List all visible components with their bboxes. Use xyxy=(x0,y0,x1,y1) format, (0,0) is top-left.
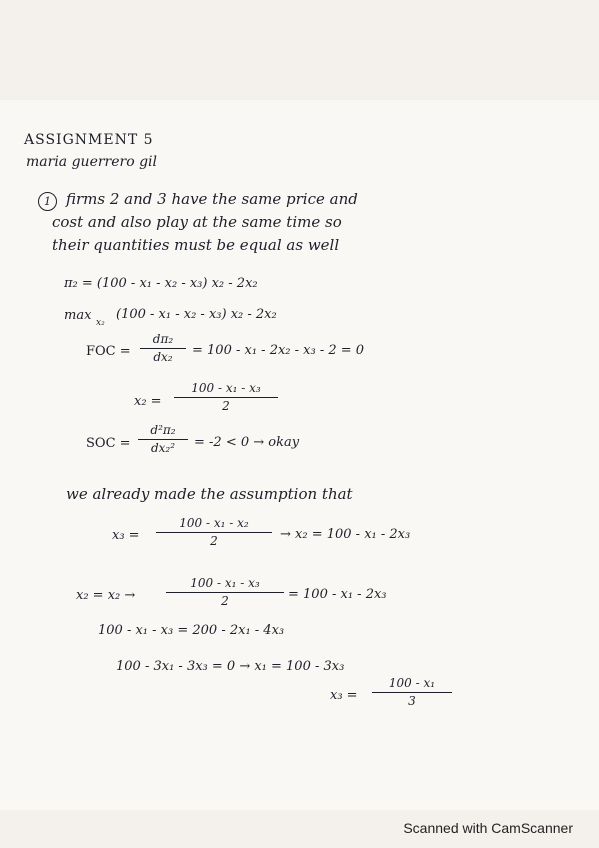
substitution-fraction-bar xyxy=(166,592,284,593)
x3-rhs: → x₂ = 100 - x₁ - 2x₃ xyxy=(280,527,411,542)
foc-denominator: dx₂ xyxy=(153,350,173,364)
substitution-rhs: = 100 - x₁ - 2x₃ xyxy=(288,587,387,602)
x3-numerator: 100 - x₁ - x₂ xyxy=(179,516,249,530)
x2-denominator: 2 xyxy=(222,399,230,413)
soc-rhs: = -2 < 0 → okay xyxy=(194,435,300,450)
soc-denominator: dx₂² xyxy=(150,441,176,455)
x3-fraction-bar xyxy=(156,532,272,533)
x2-numerator: 100 - x₁ - x₃ xyxy=(191,381,261,395)
final-fraction xyxy=(372,676,452,708)
soc-label: SOC = xyxy=(86,436,131,451)
max-subscript: x₂ xyxy=(96,318,105,328)
max-label: max xyxy=(64,308,92,323)
author-name: maria guerrero gil xyxy=(26,154,158,170)
soc-fraction xyxy=(138,423,188,455)
foc-fraction xyxy=(140,332,186,364)
soc-numerator: d²π₂ xyxy=(150,423,176,437)
assumption-text: we already made the assumption that xyxy=(66,485,353,503)
max-expression: (100 - x₁ - x₂ - x₃) x₂ - 2x₂ xyxy=(116,307,277,322)
question-number: 1 xyxy=(38,192,57,211)
x2-fraction xyxy=(174,381,278,413)
substitution-numerator: 100 - x₁ - x₃ xyxy=(190,576,260,590)
question-line-1: firms 2 and 3 have the same price and xyxy=(66,190,358,208)
substitution-fraction xyxy=(166,576,284,608)
foc-fraction-bar xyxy=(140,348,186,349)
x3-denominator: 2 xyxy=(210,534,218,548)
camscanner-watermark: Scanned with CamScanner xyxy=(403,820,573,836)
foc-label: FOC = xyxy=(86,344,131,359)
x2-fraction-bar xyxy=(174,397,278,398)
question-line-2: cost and also play at the same time so xyxy=(52,213,342,231)
x3-lhs: x₃ = xyxy=(112,528,140,543)
substitution-denominator: 2 xyxy=(221,594,229,608)
final-denominator: 3 xyxy=(408,694,416,708)
question-line-3: their quantities must be equal as well xyxy=(52,236,340,254)
soc-fraction-bar xyxy=(138,439,188,440)
substitution-lhs: x₂ = x₂ → xyxy=(76,588,136,603)
assignment-title: ASSIGNMENT 5 xyxy=(24,132,154,148)
final-fraction-bar xyxy=(372,692,452,693)
step-1-equation: 100 - x₁ - x₃ = 200 - 2x₁ - 4x₃ xyxy=(98,623,285,638)
step-2-equation: 100 - 3x₁ - 3x₃ = 0 → x₁ = 100 - 3x₃ xyxy=(116,659,345,674)
profit-equation: π₂ = (100 - x₁ - x₂ - x₃) x₂ - 2x₂ xyxy=(64,276,258,291)
final-numerator: 100 - x₁ xyxy=(388,676,436,690)
x2-lhs: x₂ = xyxy=(134,394,162,409)
final-lhs: x₃ = xyxy=(330,688,358,703)
foc-rhs: = 100 - x₁ - 2x₂ - x₃ - 2 = 0 xyxy=(192,343,365,358)
foc-numerator: dπ₂ xyxy=(152,332,174,346)
x3-fraction xyxy=(156,516,272,548)
